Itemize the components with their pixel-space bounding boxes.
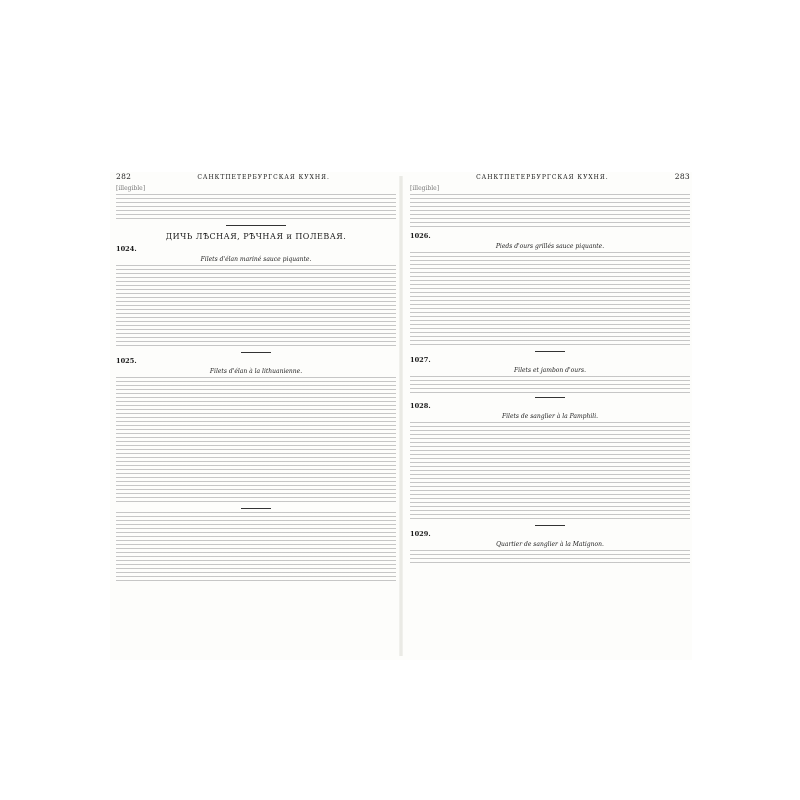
recipe-french-title: Quartier de sanglier à la Matignon. (496, 541, 604, 548)
recipe-text-block (410, 422, 690, 522)
right-body-note: [illegible] (410, 185, 440, 192)
recipe-french-title: Filets d'élan à la lithuanienne. (209, 368, 303, 375)
book-spread (110, 172, 692, 660)
recipe-heading: 1026. (410, 232, 431, 240)
recipe-rule (535, 351, 565, 352)
recipe-rule (241, 352, 271, 353)
right-running-title: САНКТПЕТЕРБУРГСКАЯ КУХНЯ. (476, 174, 609, 181)
book-gutter (399, 176, 403, 656)
section-rule (226, 225, 286, 226)
left-page (116, 172, 396, 660)
recipe-heading: 1025. (116, 357, 137, 365)
recipe-french-title: Filets et jambon d'ours. (514, 367, 586, 374)
recipe-text-block (410, 252, 690, 348)
left-page-number: 282 (116, 172, 132, 181)
recipe-french-title: Filets de sanglier à la Pamphili. (501, 413, 599, 420)
recipe-french-title: Pieds d'ours grillés sauce piquante. (495, 243, 605, 250)
recipe-heading: 1027. (410, 356, 431, 364)
recipe-rule (535, 397, 565, 398)
section-title: ДИЧЬ ЛѢСНАЯ, РѢЧНАЯ и ПОЛЕВАЯ. (165, 232, 347, 241)
recipe-text-block (410, 376, 690, 394)
left-text-block (116, 194, 396, 222)
recipe-heading: 1024. (116, 245, 137, 253)
recipe-rule (535, 525, 565, 526)
recipe-heading: 1029. (410, 530, 431, 538)
right-text-block (410, 194, 690, 228)
right-page-number: 283 (674, 172, 690, 181)
recipe-text-block (116, 377, 396, 505)
recipe-text-block (116, 265, 396, 349)
right-page (410, 172, 690, 660)
left-running-head (116, 172, 396, 181)
recipe-text-block (410, 550, 690, 566)
left-body-note: [illegible] (116, 185, 146, 192)
footnote-rule (241, 508, 271, 509)
recipe-heading: 1028. (410, 402, 431, 410)
right-running-head (410, 172, 690, 181)
footnote-block (116, 512, 396, 584)
recipe-french-title: Filets d'élan mariné sauce piquante. (200, 256, 312, 263)
left-running-title: САНКТПЕТЕРБУРГСКАЯ КУХНЯ. (197, 174, 330, 181)
